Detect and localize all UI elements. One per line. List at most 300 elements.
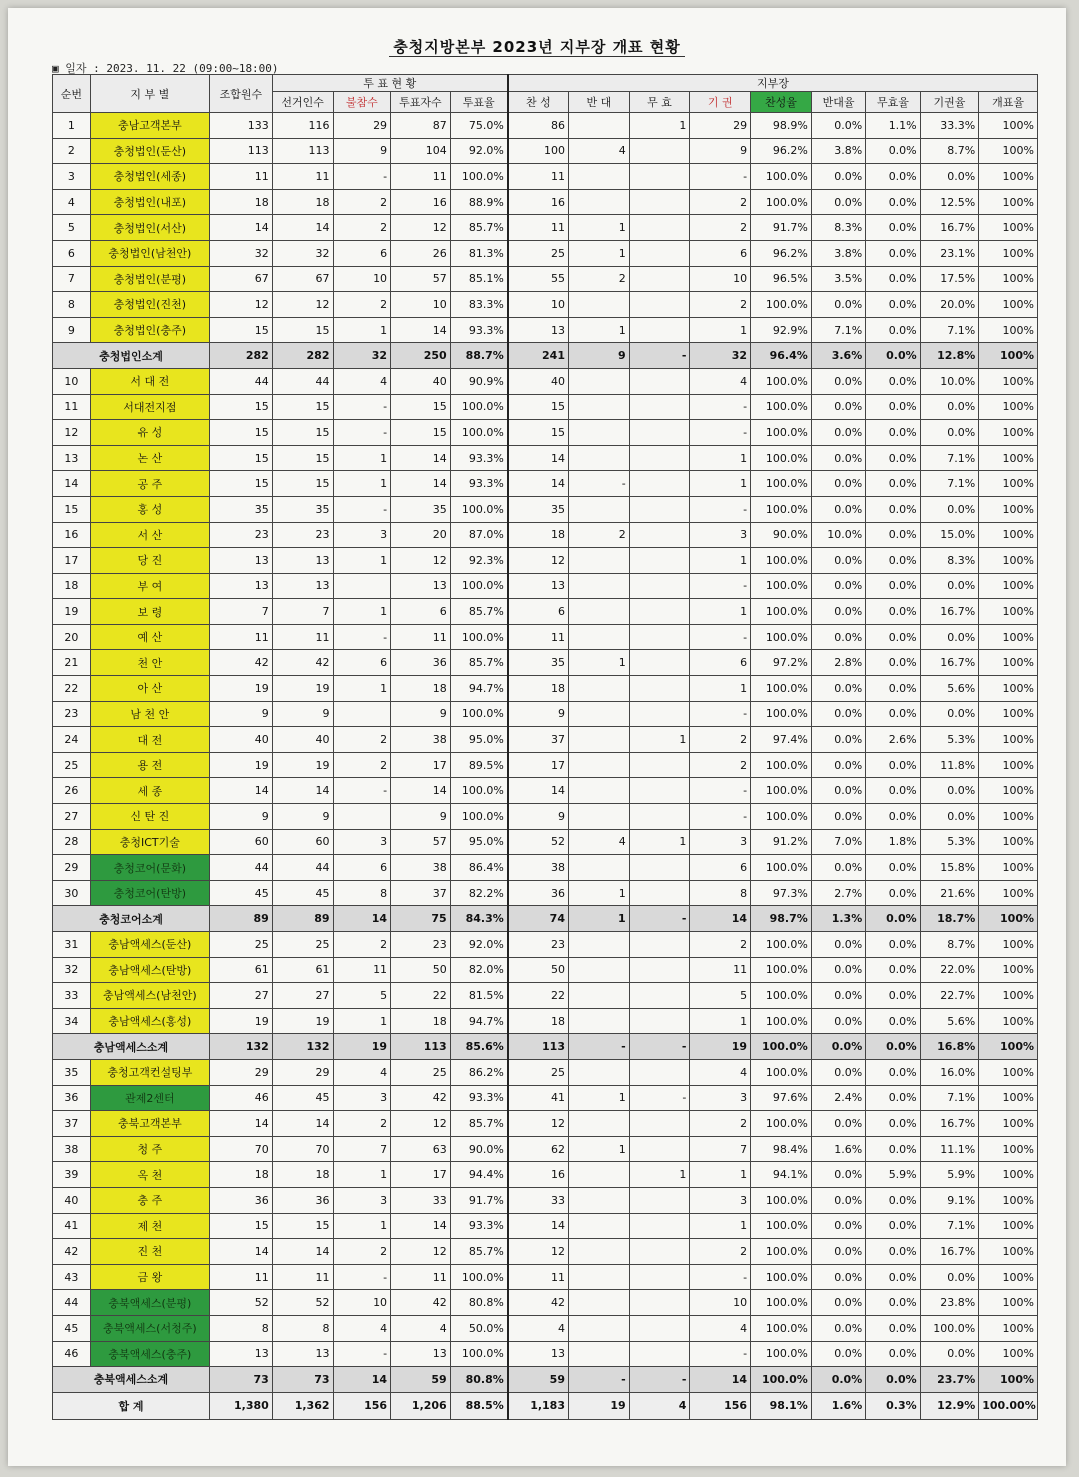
no-rate-cell: 0.0% (811, 676, 865, 702)
voters-cell: 15 (391, 420, 451, 446)
branch-name-cell: 제 천 (90, 1213, 209, 1239)
members-cell: 15 (210, 420, 273, 446)
invalid-rate-cell: 0.0% (866, 650, 920, 676)
seq-cell: 26 (53, 778, 91, 804)
turnout-cell: 94.7% (450, 676, 508, 702)
abstain-cell: 3 (690, 1187, 751, 1213)
invalid-cell (629, 855, 690, 881)
absent-cell (333, 804, 391, 830)
table-row (53, 804, 1038, 830)
seq-cell: 37 (53, 1111, 91, 1137)
absent-cell: 5 (333, 983, 391, 1009)
absent-cell: 11 (333, 957, 391, 983)
header-members: 조합원수 (210, 75, 273, 113)
members-cell: 44 (210, 368, 273, 394)
abstain-rate-cell: 7.1% (920, 445, 979, 471)
no-cell (568, 727, 629, 753)
branch-name-cell: 충청법인(내포) (90, 189, 209, 215)
count-rate-cell: 100% (979, 1239, 1038, 1265)
yes-cell: 35 (508, 496, 569, 522)
invalid-cell (629, 522, 690, 548)
count-rate-cell: 100% (979, 317, 1038, 343)
voters-cell: 33 (391, 1187, 451, 1213)
invalid-cell (629, 1187, 690, 1213)
yes-rate-cell: 94.1% (751, 1162, 812, 1188)
members-cell: 67 (210, 266, 273, 292)
yes-rate-cell: 98.7% (751, 906, 812, 932)
table-row (53, 1239, 1038, 1265)
yes-cell: 22 (508, 983, 569, 1009)
table-row (53, 1085, 1038, 1111)
yes-cell: 113 (508, 1034, 569, 1060)
seq-cell: 36 (53, 1085, 91, 1111)
members-cell: 9 (210, 701, 273, 727)
electors-cell: 1,362 (272, 1392, 333, 1419)
yes-cell: 12 (508, 1239, 569, 1265)
no-cell: 4 (568, 138, 629, 164)
invalid-cell: - (629, 1034, 690, 1060)
count-rate-cell: 100% (979, 676, 1038, 702)
abstain-rate-cell: 33.3% (920, 113, 979, 139)
abstain-cell: - (690, 164, 751, 190)
no-cell (568, 752, 629, 778)
no-cell (568, 292, 629, 318)
voters-cell: 59 (391, 1367, 451, 1393)
seq-cell: 7 (53, 266, 91, 292)
no-cell (568, 420, 629, 446)
abstain-rate-cell: 0.0% (920, 778, 979, 804)
electors-cell: 19 (272, 752, 333, 778)
no-rate-cell: 3.8% (811, 138, 865, 164)
seq-cell: 11 (53, 394, 91, 420)
abstain-rate-cell: 5.9% (920, 1162, 979, 1188)
yes-cell: 35 (508, 650, 569, 676)
voters-cell: 6 (391, 599, 451, 625)
electors-cell: 14 (272, 215, 333, 241)
table-row (53, 1059, 1038, 1085)
table-row (53, 368, 1038, 394)
branch-name-cell: 충북액세스(서청주) (90, 1315, 209, 1341)
members-cell: 11 (210, 1264, 273, 1290)
seq-cell: 4 (53, 189, 91, 215)
electors-cell: 13 (272, 548, 333, 574)
branch-name-cell: 충청법인(진천) (90, 292, 209, 318)
count-rate-cell: 100% (979, 522, 1038, 548)
table-row (53, 1008, 1038, 1034)
electors-cell: 25 (272, 932, 333, 958)
count-rate-cell: 100% (979, 778, 1038, 804)
seq-cell: 32 (53, 957, 91, 983)
turnout-cell: 85.7% (450, 215, 508, 241)
header-seq: 순번 (53, 75, 91, 113)
no-rate-cell: 0.0% (811, 113, 865, 139)
electors-cell: 12 (272, 292, 333, 318)
yes-cell: 38 (508, 855, 569, 881)
voters-cell: 17 (391, 1162, 451, 1188)
yes-cell: 50 (508, 957, 569, 983)
members-cell: 12 (210, 292, 273, 318)
subtotal-row (53, 1367, 1038, 1393)
yes-rate-cell: 100.0% (751, 676, 812, 702)
voters-cell: 18 (391, 676, 451, 702)
abstain-cell: 4 (690, 368, 751, 394)
yes-cell: 9 (508, 701, 569, 727)
table-row (53, 1213, 1038, 1239)
no-cell (568, 1290, 629, 1316)
no-rate-cell: 10.0% (811, 522, 865, 548)
yes-rate-cell: 100.0% (751, 1264, 812, 1290)
abstain-rate-cell: 18.7% (920, 906, 979, 932)
yes-rate-cell: 100.0% (751, 292, 812, 318)
table-row (53, 752, 1038, 778)
seq-cell: 1 (53, 113, 91, 139)
no-cell (568, 778, 629, 804)
abstain-rate-cell: 0.0% (920, 496, 979, 522)
no-rate-cell: 0.0% (811, 292, 865, 318)
yes-rate-cell: 100.0% (751, 573, 812, 599)
yes-rate-cell: 100.0% (751, 548, 812, 574)
turnout-cell: 100.0% (450, 496, 508, 522)
header-abstain-rate: 기권율 (920, 92, 979, 113)
members-cell: 1,380 (210, 1392, 273, 1419)
abstain-rate-cell: 16.7% (920, 215, 979, 241)
no-cell (568, 701, 629, 727)
abstain-cell: - (690, 394, 751, 420)
electors-cell: 8 (272, 1315, 333, 1341)
no-rate-cell: 0.0% (811, 855, 865, 881)
abstain-cell: 2 (690, 1239, 751, 1265)
yes-rate-cell: 97.6% (751, 1085, 812, 1111)
count-rate-cell: 100% (979, 701, 1038, 727)
electors-cell: 44 (272, 368, 333, 394)
absent-cell: 14 (333, 906, 391, 932)
yes-rate-cell: 96.2% (751, 138, 812, 164)
abstain-cell: - (690, 1264, 751, 1290)
invalid-rate-cell: 0.0% (866, 240, 920, 266)
document-title: 충청지방본부 2023년 지부장 개표 현황 (8, 36, 1066, 57)
abstain-cell: 6 (690, 240, 751, 266)
absent-cell: 3 (333, 522, 391, 548)
no-rate-cell: 0.0% (811, 1059, 865, 1085)
no-cell: 2 (568, 266, 629, 292)
count-rate-cell: 100% (979, 752, 1038, 778)
voters-cell: 14 (391, 778, 451, 804)
abstain-rate-cell: 7.1% (920, 471, 979, 497)
branch-name-cell: 관제2센터 (90, 1085, 209, 1111)
electors-cell: 45 (272, 880, 333, 906)
yes-cell: 18 (508, 522, 569, 548)
members-cell: 13 (210, 573, 273, 599)
voters-cell: 63 (391, 1136, 451, 1162)
absent-cell: 1 (333, 317, 391, 343)
voters-cell: 13 (391, 1341, 451, 1367)
electors-cell: 282 (272, 343, 333, 369)
members-cell: 44 (210, 855, 273, 881)
count-rate-cell: 100% (979, 113, 1038, 139)
no-cell (568, 573, 629, 599)
voters-cell: 13 (391, 573, 451, 599)
members-cell: 11 (210, 624, 273, 650)
yes-cell: 241 (508, 343, 569, 369)
no-rate-cell: 0.0% (811, 957, 865, 983)
yes-rate-cell: 100.0% (751, 471, 812, 497)
header-yes-rate: 찬성율 (751, 92, 812, 113)
abstain-cell: - (690, 624, 751, 650)
branch-name-cell: 충북액세스(충주) (90, 1341, 209, 1367)
invalid-rate-cell: 0.0% (866, 1008, 920, 1034)
no-cell (568, 394, 629, 420)
no-cell (568, 189, 629, 215)
branch-name-cell: 충청법인(남천안) (90, 240, 209, 266)
yes-cell: 37 (508, 727, 569, 753)
branch-name-cell: 예 산 (90, 624, 209, 650)
electors-cell: 15 (272, 445, 333, 471)
seq-cell: 22 (53, 676, 91, 702)
yes-cell: 11 (508, 215, 569, 241)
count-rate-cell: 100% (979, 1341, 1038, 1367)
abstain-cell: 1 (690, 1162, 751, 1188)
invalid-rate-cell: 1.1% (866, 113, 920, 139)
absent-cell: 2 (333, 932, 391, 958)
abstain-rate-cell: 16.7% (920, 650, 979, 676)
electors-cell: 15 (272, 1213, 333, 1239)
count-rate-cell: 100% (979, 1111, 1038, 1137)
members-cell: 60 (210, 829, 273, 855)
members-cell: 15 (210, 445, 273, 471)
count-rate-cell: 100% (979, 599, 1038, 625)
abstain-cell: 1 (690, 548, 751, 574)
abstain-cell: 2 (690, 189, 751, 215)
turnout-cell: 93.3% (450, 317, 508, 343)
turnout-cell: 82.0% (450, 957, 508, 983)
abstain-rate-cell: 100.0% (920, 1315, 979, 1341)
no-rate-cell: 0.0% (811, 804, 865, 830)
branch-name-cell: 충청법인(둔산) (90, 138, 209, 164)
yes-rate-cell: 100.0% (751, 1034, 812, 1060)
branch-name-cell: 당 진 (90, 548, 209, 574)
seq-cell: 14 (53, 471, 91, 497)
table-row (53, 650, 1038, 676)
abstain-cell: 10 (690, 1290, 751, 1316)
abstain-cell: 1 (690, 317, 751, 343)
abstain-rate-cell: 16.8% (920, 1034, 979, 1060)
no-rate-cell: 7.0% (811, 829, 865, 855)
table-row (53, 292, 1038, 318)
absent-cell: 2 (333, 1239, 391, 1265)
invalid-rate-cell: 0.0% (866, 368, 920, 394)
no-rate-cell: 0.0% (811, 778, 865, 804)
invalid-rate-cell: 0.0% (866, 164, 920, 190)
electors-cell: 15 (272, 471, 333, 497)
absent-cell: 156 (333, 1392, 391, 1419)
count-rate-cell: 100% (979, 343, 1038, 369)
invalid-rate-cell: 1.8% (866, 829, 920, 855)
seq-cell: 9 (53, 317, 91, 343)
members-cell: 15 (210, 394, 273, 420)
yes-rate-cell: 97.2% (751, 650, 812, 676)
absent-cell: 6 (333, 240, 391, 266)
electors-cell: 60 (272, 829, 333, 855)
invalid-cell (629, 138, 690, 164)
abstain-rate-cell: 23.7% (920, 1367, 979, 1393)
yes-cell: 1,183 (508, 1392, 569, 1419)
subtotal-row (53, 1034, 1038, 1060)
no-cell (568, 548, 629, 574)
abstain-cell: 1 (690, 599, 751, 625)
no-rate-cell: 2.4% (811, 1085, 865, 1111)
absent-cell: 4 (333, 1315, 391, 1341)
turnout-cell: 95.0% (450, 727, 508, 753)
yes-cell: 18 (508, 1008, 569, 1034)
no-rate-cell: 0.0% (811, 1187, 865, 1213)
seq-cell: 12 (53, 420, 91, 446)
abstain-cell: - (690, 420, 751, 446)
branch-name-cell: 충청법인(충주) (90, 317, 209, 343)
seq-cell: 25 (53, 752, 91, 778)
table-row (53, 573, 1038, 599)
turnout-cell: 100.0% (450, 804, 508, 830)
absent-cell: - (333, 624, 391, 650)
seq-cell: 28 (53, 829, 91, 855)
yes-rate-cell: 91.2% (751, 829, 812, 855)
table-row (53, 471, 1038, 497)
abstain-rate-cell: 0.0% (920, 1341, 979, 1367)
yes-rate-cell: 100.0% (751, 1239, 812, 1265)
absent-cell: - (333, 420, 391, 446)
turnout-cell: 82.2% (450, 880, 508, 906)
no-cell (568, 1187, 629, 1213)
voters-cell: 12 (391, 215, 451, 241)
members-cell: 25 (210, 932, 273, 958)
voters-cell: 18 (391, 1008, 451, 1034)
absent-cell: 3 (333, 1085, 391, 1111)
yes-cell: 33 (508, 1187, 569, 1213)
table-row (53, 1111, 1038, 1137)
abstain-cell: 8 (690, 880, 751, 906)
branch-name-cell: 충청코어(문화) (90, 855, 209, 881)
invalid-cell: 4 (629, 1392, 690, 1419)
total-row (53, 1392, 1038, 1419)
count-rate-cell: 100% (979, 496, 1038, 522)
invalid-rate-cell: 0.0% (866, 1059, 920, 1085)
count-rate-cell: 100% (979, 1213, 1038, 1239)
invalid-rate-cell: 0.0% (866, 522, 920, 548)
voters-cell: 42 (391, 1290, 451, 1316)
turnout-cell: 75.0% (450, 113, 508, 139)
invalid-rate-cell: 0.0% (866, 1367, 920, 1393)
seq-cell: 5 (53, 215, 91, 241)
seq-cell: 3 (53, 164, 91, 190)
seq-cell: 42 (53, 1239, 91, 1265)
invalid-rate-cell: 0.0% (866, 1111, 920, 1137)
electors-cell: 18 (272, 189, 333, 215)
electors-cell: 14 (272, 1111, 333, 1137)
invalid-rate-cell: 0.0% (866, 1341, 920, 1367)
abstain-rate-cell: 7.1% (920, 1213, 979, 1239)
yes-cell: 14 (508, 445, 569, 471)
no-rate-cell: 0.0% (811, 189, 865, 215)
count-rate-cell: 100.00% (979, 1392, 1038, 1419)
turnout-cell: 100.0% (450, 1264, 508, 1290)
yes-cell: 16 (508, 189, 569, 215)
invalid-cell (629, 1315, 690, 1341)
invalid-cell (629, 778, 690, 804)
absent-cell: 2 (333, 752, 391, 778)
voters-cell: 40 (391, 368, 451, 394)
branch-name-cell: 충남액세스(홍성) (90, 1008, 209, 1034)
table-row (53, 548, 1038, 574)
electors-cell: 44 (272, 855, 333, 881)
turnout-cell: 100.0% (450, 573, 508, 599)
yes-cell: 55 (508, 266, 569, 292)
no-rate-cell: 0.0% (811, 1008, 865, 1034)
invalid-cell (629, 1239, 690, 1265)
no-cell: 1 (568, 880, 629, 906)
abstain-cell: 1 (690, 471, 751, 497)
invalid-cell (629, 368, 690, 394)
turnout-cell: 83.3% (450, 292, 508, 318)
table-row (53, 266, 1038, 292)
no-cell: 1 (568, 317, 629, 343)
no-rate-cell: 3.5% (811, 266, 865, 292)
abstain-cell: 3 (690, 1085, 751, 1111)
yes-cell: 6 (508, 599, 569, 625)
absent-cell: 2 (333, 1111, 391, 1137)
no-cell (568, 113, 629, 139)
turnout-cell: 100.0% (450, 778, 508, 804)
no-cell (568, 164, 629, 190)
branch-name-cell: 옥 천 (90, 1162, 209, 1188)
voters-cell: 10 (391, 292, 451, 318)
invalid-cell (629, 164, 690, 190)
invalid-rate-cell: 0.0% (866, 599, 920, 625)
electors-cell: 45 (272, 1085, 333, 1111)
no-cell (568, 1059, 629, 1085)
seq-cell: 16 (53, 522, 91, 548)
header-branch: 지 부 별 (90, 75, 209, 113)
absent-cell: 1 (333, 548, 391, 574)
members-cell: 89 (210, 906, 273, 932)
count-rate-cell: 100% (979, 573, 1038, 599)
abstain-cell: 1 (690, 445, 751, 471)
no-cell: 1 (568, 240, 629, 266)
no-cell (568, 1341, 629, 1367)
no-rate-cell: 1.6% (811, 1136, 865, 1162)
branch-name-cell: 충청법인(분평) (90, 266, 209, 292)
invalid-cell (629, 676, 690, 702)
turnout-cell: 84.3% (450, 906, 508, 932)
absent-cell (333, 701, 391, 727)
invalid-cell (629, 880, 690, 906)
absent-cell: 1 (333, 1213, 391, 1239)
turnout-cell: 86.2% (450, 1059, 508, 1085)
count-rate-cell: 100% (979, 445, 1038, 471)
yes-rate-cell: 96.4% (751, 343, 812, 369)
invalid-cell (629, 932, 690, 958)
seq-cell: 46 (53, 1341, 91, 1367)
yes-rate-cell: 100.0% (751, 778, 812, 804)
voters-cell: 57 (391, 829, 451, 855)
no-rate-cell: 0.0% (811, 1034, 865, 1060)
members-cell: 70 (210, 1136, 273, 1162)
abstain-cell: 14 (690, 906, 751, 932)
electors-cell: 35 (272, 496, 333, 522)
turnout-cell: 80.8% (450, 1367, 508, 1393)
invalid-cell (629, 266, 690, 292)
count-rate-cell: 100% (979, 1367, 1038, 1393)
invalid-rate-cell: 0.0% (866, 1213, 920, 1239)
members-cell: 18 (210, 189, 273, 215)
